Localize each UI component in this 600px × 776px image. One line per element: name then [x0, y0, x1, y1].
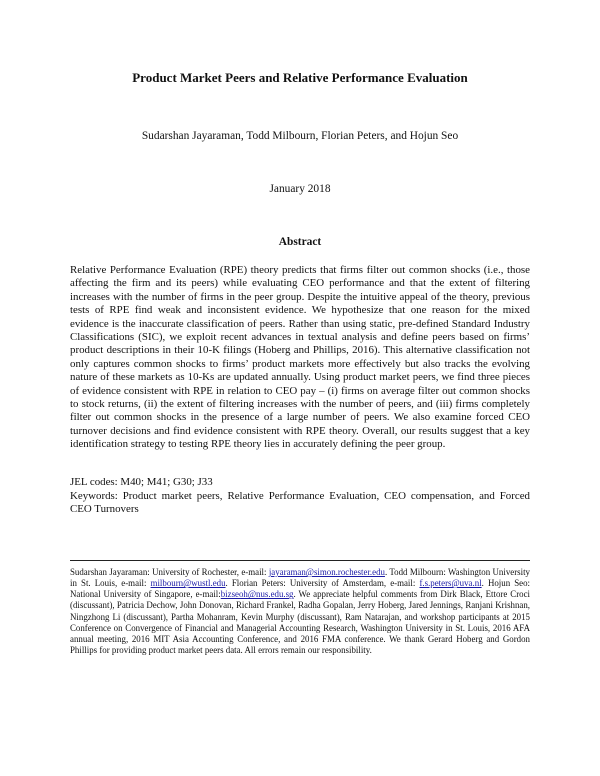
- email-link-seo[interactable]: bizseoh@nus.edu.sg: [220, 589, 294, 600]
- abstract-body: Relative Performance Evaluation (RPE) theory predicts that firms filter out common shocks (i.e., those affecting the firm and its peers) while evaluating CEO performance and that the extent of filtering increases with the number of firms in the peer group. Despite the intuitive appeal of the theory, previous tests of RPE find weak and inconsistent evidence. We hypothesize that one reason for the mixed evidence is the inaccurate classification of peers. Rather than using static, pre-defined Standard Industry Classifications (SIC), we exploit recent advances in textual analysis and define peers based on firms’ product descriptions in their 10-K filings (Hoberg and Phillips, 2016). This alternative classification not only captures common shocks to firms’ product markets more effectively but also tracks the evolving nature of these markets as 10-Ks are updated annually. Using product market peers, we find three pieces of evidence consistent with RPE in relation to CEO pay – (i) firms on average filter out common shocks to stock returns, (ii) the extent of filtering increases with the number of peers, and (iii) firms completely filter out common shocks in the presence of a large number of peers. We also examine forced CEO turnover decisions and find evidence consistent with RPE theory. Overall, our results suggest that a key identification strategy to testing RPE theory lies in accurately defining the peer group.: [70, 264, 530, 451]
- footnote-text: . Florian Peters: University of Amsterdam, e-mail:: [225, 578, 420, 589]
- paper-title: Product Market Peers and Relative Performance Evaluation: [132, 70, 468, 85]
- footnote-text: . Todd Milbourn: Washington University in St. Louis, e-mail:: [70, 567, 530, 589]
- jel-codes: JEL codes: M40; M41; G30; J33: [70, 476, 213, 488]
- footnote-text: . Hojun Seo: National University of Singapore, e-mail:: [70, 578, 531, 600]
- footnote-divider: [70, 560, 530, 561]
- email-link-jayaraman[interactable]: jayaraman@simon.rochester.edu: [268, 567, 385, 577]
- abstract-heading: Abstract: [278, 236, 322, 248]
- publication-date: January 2018: [269, 183, 331, 195]
- email-link-milbourn[interactable]: milbourn@wustl.edu: [150, 578, 226, 589]
- footnote-acknowledgements: . We appreciate helpful comments from Dirk Black, Ettore Croci (discussant), Patricia Dechow, John Donovan, Richard Frankel, Radha Gopalan, Jerry Hoberg, Jared Jennings, Ranjani Krishnan, Ningzhong Li (discussant), Partha Mohanram, Kevin Murphy (discussant), Ram Natarajan, and workshop participants at 2015 Conference on Convergence of Financial and Managerial Accounting Research, Washington University in St. Louis, 2016 AFA annual meeting, 2016 MIT Asia Accounting Conference, and 2016 FMA conference. We thank Gerard Hoberg and Gordon Phillips for providing product market peers data. All errors remain our responsibility.: [70, 589, 530, 656]
- author-footnote: [70, 567, 530, 656]
- footnote-text: Sudarshan Jayaraman: University of Rochester, e-mail:: [70, 567, 269, 577]
- email-link-peters[interactable]: f.s.peters@uva.nl: [419, 578, 482, 589]
- keywords: Keywords: Product market peers, Relative Performance Evaluation, CEO compensation, and Forced CEO Turnovers: [70, 490, 530, 516]
- author-list: Sudarshan Jayaraman, Todd Milbourn, Florian Peters, and Hojun Seo: [141, 130, 459, 142]
